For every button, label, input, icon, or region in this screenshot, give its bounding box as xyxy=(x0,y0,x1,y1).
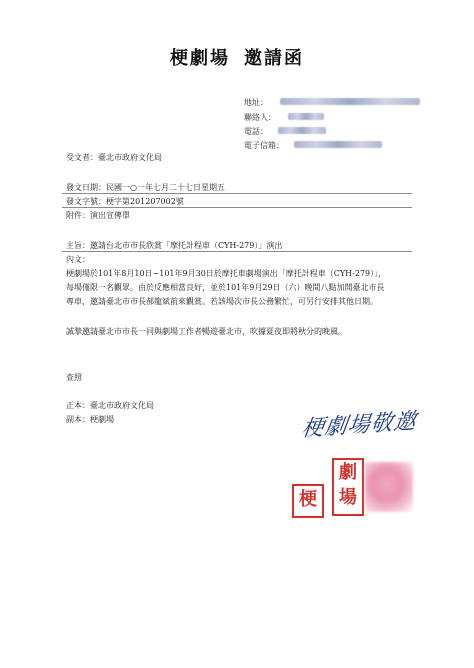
blurred-seal xyxy=(365,462,413,512)
contact-redacted xyxy=(288,113,324,120)
address-label: 地址： xyxy=(244,98,268,107)
subject-label: 主旨： xyxy=(66,241,90,250)
letter-title xyxy=(0,44,474,70)
copy-sub-row xyxy=(66,414,114,425)
phone-label: 電話： xyxy=(244,127,268,136)
handwritten-signature xyxy=(300,408,419,443)
attachment-label: 附件： xyxy=(66,211,90,220)
subject-value: 邀請台北市市長欣賞「摩托計程車（CYH-279）」演出 xyxy=(90,241,283,250)
date-value: 民國一○一年七月二十七日星期五 xyxy=(106,183,225,192)
copy-main-value: 臺北市政府文化局 xyxy=(90,401,154,410)
copy-main-label: 正本： xyxy=(66,401,90,410)
phone-redacted xyxy=(278,127,326,134)
recipient-row xyxy=(66,152,162,163)
signature-text: 梗劇場敬邀 xyxy=(300,408,419,443)
number-label: 發文字號： xyxy=(66,197,106,206)
rule-line xyxy=(62,193,412,194)
content-label: 內文： xyxy=(66,255,90,264)
title-org: 梗劇場 xyxy=(170,48,230,69)
recipient-value: 臺北市政府文化局 xyxy=(98,153,162,162)
email-label: 電子信箱： xyxy=(244,141,284,150)
title-doc-type: 邀請函 xyxy=(244,48,304,69)
attachment-row xyxy=(66,210,130,221)
red-seal-large xyxy=(332,458,364,516)
attachment-value: 演出宣傳單 xyxy=(90,211,130,220)
number-row xyxy=(66,196,184,207)
recipient-label: 受文者： xyxy=(66,153,98,162)
email-redacted xyxy=(294,141,382,148)
seal-char: 梗 xyxy=(299,489,317,510)
body-line: 專車，邀請臺北市市長郝龍斌前來觀賞。若該場次市長公務繁忙，可另行安排其他日期。 xyxy=(66,297,378,306)
seal-char: 劇 xyxy=(339,462,357,483)
copy-main-row xyxy=(66,400,154,411)
seal-char: 場 xyxy=(339,487,357,508)
closing-line: 誠摯邀請臺北市市長一同與劇場工作者暢遊臺北市，吹據夏夜即將秋分的晚風。 xyxy=(66,327,346,336)
number-value: 梗字第201207002號 xyxy=(106,197,184,206)
copy-sub-value: 梗劇場 xyxy=(90,415,114,424)
rule-line xyxy=(62,207,412,208)
contact-label: 聯絡人： xyxy=(244,113,276,122)
copy-sub-label: 副本： xyxy=(66,415,90,424)
subject-row xyxy=(66,240,282,251)
remark: 查照 xyxy=(66,373,82,382)
red-seal-small xyxy=(292,484,324,518)
rule-line xyxy=(62,251,412,252)
date-label: 發文日期： xyxy=(66,183,106,192)
body-line: 梗劇場於101年8月10日~101年9月30日於摩托車劇場演出「摩托計程車（CYH-279）」， xyxy=(66,269,387,278)
body-line: 每場僅限一名觀眾。由於反應相當良好，並於101年9月29日（六）晚間八點加開臺北市長 xyxy=(66,283,385,292)
address-redacted xyxy=(280,98,420,105)
date-row xyxy=(66,182,225,193)
